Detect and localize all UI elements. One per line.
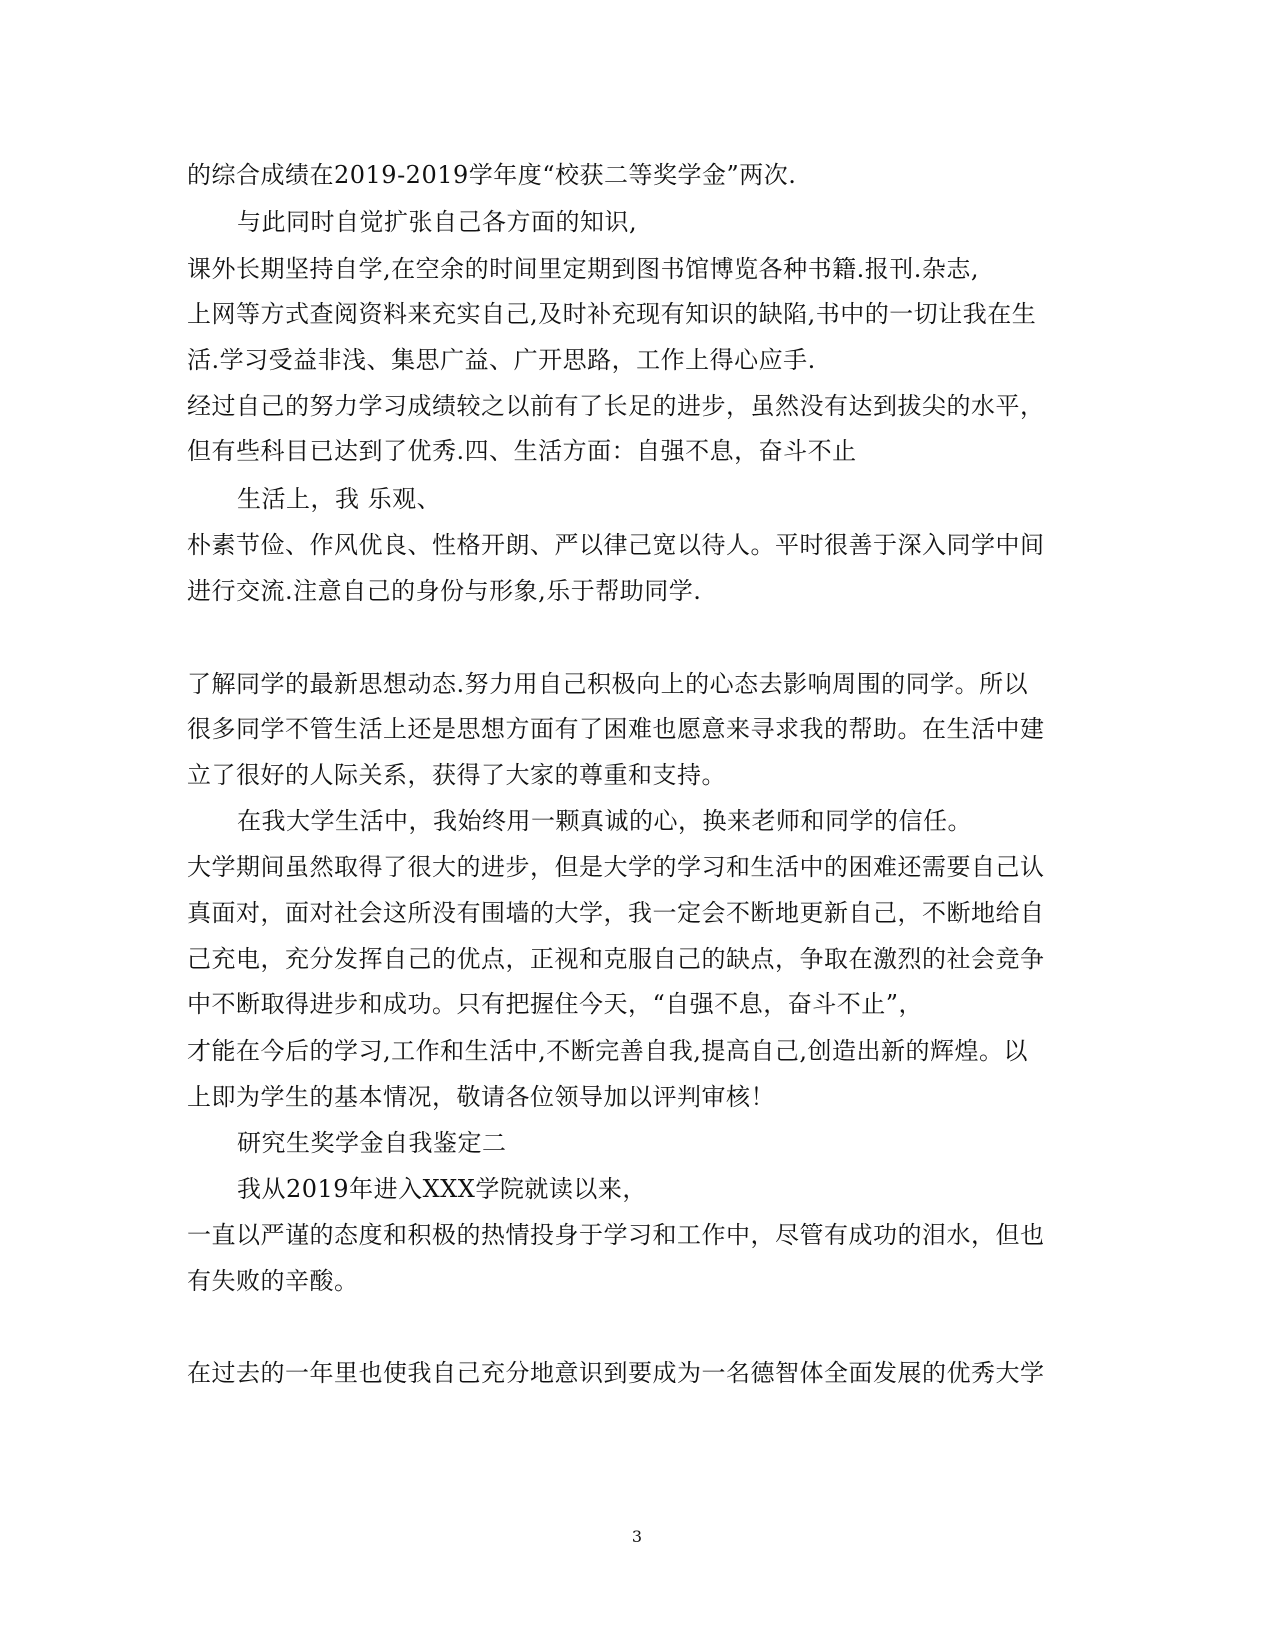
text-line: 上网等方式查阅资料来充实自己,及时补充现有知识的缺陷,书中的一切让我在生 <box>187 300 1037 328</box>
text-line: 我从2019年进入XXX学院就读以来， <box>237 1175 647 1203</box>
text-line: 有失败的辛酸。 <box>187 1267 359 1295</box>
text-line: 真面对，面对社会这所没有围墙的大学，我一定会不断地更新自己，不断地给自 <box>187 899 1045 927</box>
text-line: 立了很好的人际关系，获得了大家的尊重和支持。 <box>187 761 726 789</box>
page-number: 3 <box>631 1527 643 1546</box>
text-line: 活.学习受益非浅、集思广益、广开思路，工作上得心应手. <box>187 346 816 374</box>
text-line: 上即为学生的基本情况，敬请各位领导加以评判审核！ <box>187 1083 775 1111</box>
text-line: 在我大学生活中，我始终用一颗真诚的心，换来老师和同学的信任。 <box>237 807 972 835</box>
text-line: 在过去的一年里也使我自己充分地意识到要成为一名德智体全面发展的优秀大学 <box>187 1359 1045 1387</box>
text-line: 中不断取得进步和成功。只有把握住今天，“自强不息，奋斗不止”， <box>187 990 924 1018</box>
text-line: 了解同学的最新思想动态.努力用自己积极向上的心态去影响周围的同学。所以 <box>187 670 1029 698</box>
text-line: 己充电，充分发挥自己的优点，正视和克服自己的缺点，争取在激烈的社会竞争 <box>187 945 1045 973</box>
text-line: 很多同学不管生活上还是思想方面有了困难也愿意来寻求我的帮助。在生活中建 <box>187 715 1045 743</box>
text-line: 进行交流.注意自己的身份与形象,乐于帮助同学. <box>187 577 702 605</box>
text-line: 生活上，我 乐观、 <box>237 485 442 513</box>
text-line: 经过自己的努力学习成绩较之以前有了长足的进步，虽然没有达到拔尖的水平， <box>187 392 1045 420</box>
text-line: 朴素节俭、作风优良、性格开朗、严以律己宽以待人。平时很善于深入同学中间 <box>187 531 1045 559</box>
text-line: 大学期间虽然取得了很大的进步，但是大学的学习和生活中的困难还需要自己认 <box>187 853 1045 881</box>
text-line: 一直以严谨的态度和积极的热情投身于学习和工作中，尽管有成功的泪水，但也 <box>187 1221 1045 1249</box>
text-line: 与此同时自觉扩张自己各方面的知识, <box>237 208 638 236</box>
text-line: 课外长期坚持自学,在空余的时间里定期到图书馆博览各种书籍.报刊.杂志, <box>187 255 980 283</box>
text-line: 研究生奖学金自我鉴定二 <box>237 1129 507 1157</box>
text-line: 才能在今后的学习,工作和生活中,不断完善自我,提高自己,创造出新的辉煌。以 <box>187 1037 1029 1065</box>
text-line: 但有些科目已达到了优秀.四、生活方面：自强不息，奋斗不止 <box>187 437 857 465</box>
text-line: 的综合成绩在2019-2019学年度“校获二等奖学金”两次. <box>187 161 797 189</box>
